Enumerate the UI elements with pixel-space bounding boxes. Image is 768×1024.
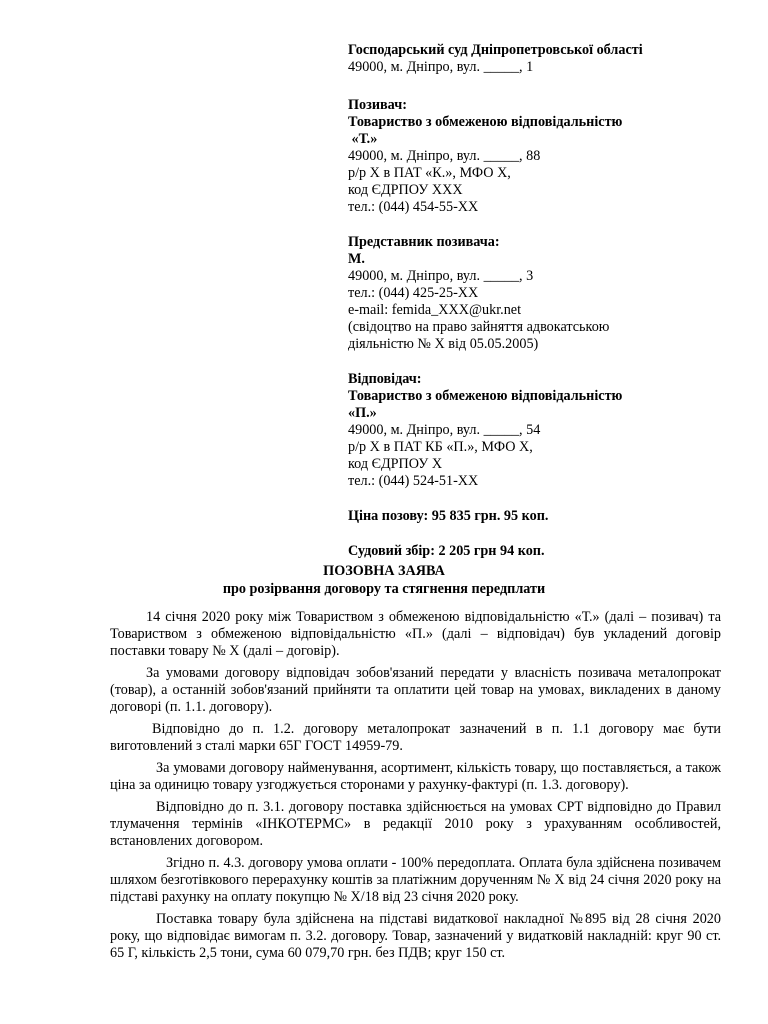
representative-heading: Представник позивача: <box>348 234 500 250</box>
defendant-name-line1: Товариство з обмеженою відповідальністю <box>348 388 623 404</box>
defendant-edrpou: код ЄДРПОУ Х <box>348 456 443 472</box>
defendant-account: р/р Х в ПАТ КБ «П.», МФО Х, <box>348 439 533 455</box>
defendant-address: 49000, м. Дніпро, вул. _____, 54 <box>348 422 541 438</box>
defendant-heading: Відповідач: <box>348 371 422 387</box>
claim-body <box>110 609 721 967</box>
document-title: ПОЗОВНА ЗАЯВА <box>323 563 445 579</box>
paragraph-3: Відповідно до п. 1.2. договору металопрокат зазначений в п. 1.1 договору має бути виготовлений з сталі марки 65Г ГОСТ 14959-79. <box>110 721 721 754</box>
representative-email: e-mail: femida_XXX@ukr.net <box>348 302 522 318</box>
paragraph-6: Згідно п. 4.3. договору умова оплати - 100% передоплата. Оплата була здійснена позивачем шляхом безготівкового перерахунку коштів за платіжним дорученням № Х від 24 січня 2020 року на підставі рахунку на оплату покупцю № Х/18 від 23 січня 2020 року. <box>110 855 721 905</box>
plaintiff-edrpou: код ЄДРПОУ ХХХ <box>348 182 463 198</box>
court-fee: Судовий збір: 2 205 грн 94 коп. <box>348 543 545 559</box>
paragraph-1: 14 січня 2020 року між Товариством з обмеженою відповідальністю «Т.» (далі – позивач) та Товариством з обмеженою відповідальністю «П.» (далі – відповідач) був укладений договір поставки товару № Х (далі – договір). <box>110 609 721 659</box>
plaintiff-address: 49000, м. Дніпро, вул. _____, 88 <box>348 148 541 164</box>
representative-name: М. <box>348 251 365 267</box>
representative-phone: тел.: (044) 425-25-ХХ <box>348 285 479 301</box>
plaintiff-account: р/р Х в ПАТ «К.», МФО Х, <box>348 165 511 181</box>
court-name: Господарський суд Дніпропетровської області <box>348 42 643 58</box>
claim-price: Ціна позову: 95 835 грн. 95 коп. <box>348 508 549 524</box>
court-address: 49000, м. Дніпро, вул. _____, 1 <box>348 59 534 75</box>
paragraph-7: Поставка товару була здійснена на підставі видаткової накладної №895 від 28 січня 2020 року, що відповідає вимогам п. 3.2. договору. Товар, зазначений у видатковій накладній: круг 90 ст. 65 Г, кількість 2,5 тони, сума 60 079,70 грн. без ПДВ; круг 150 ст. <box>110 911 721 961</box>
representative-certificate-line2: діяльністю № Х від 05.05.2005) <box>348 336 539 352</box>
plaintiff-name-line2: «Т.» <box>348 131 378 147</box>
addressee-block <box>348 42 758 560</box>
defendant-phone: тел.: (044) 524-51-ХХ <box>348 473 479 489</box>
paragraph-5: Відповідно до п. 3.1. договору поставка здійснюється на умовах CPT відповідно до Правил тлумачення термінів «ІНКОТЕРМС» в редакції 2010 року з урахуванням особливостей, встановлених договором. <box>110 799 721 849</box>
document-subtitle: про розірвання договору та стягнення передплати <box>222 581 546 597</box>
plaintiff-heading: Позивач: <box>348 97 407 113</box>
paragraph-2: За умовами договору відповідач зобов'язаний передати у власність позивача металопрокат (товар), а останній зобов'язаний прийняти та оплатити цей товар на умовах, викладених в даному договорі (п. 1.1. договору). <box>110 665 721 715</box>
representative-address: 49000, м. Дніпро, вул. _____, 3 <box>348 268 534 284</box>
plaintiff-name-line1: Товариство з обмеженою відповідальністю <box>348 114 623 130</box>
defendant-name-line2: «П.» <box>348 405 377 421</box>
representative-certificate-line1: (свідоцтво на право зайняття адвокатською <box>348 319 610 335</box>
paragraph-4: За умовами договору найменування, асортимент, кількість товару, що поставляється, а також ціна за одиницю товару узгоджується сторонами у рахунку-фактурі (п. 1.3. договору). <box>110 760 721 793</box>
plaintiff-phone: тел.: (044) 454-55-ХХ <box>348 199 479 215</box>
